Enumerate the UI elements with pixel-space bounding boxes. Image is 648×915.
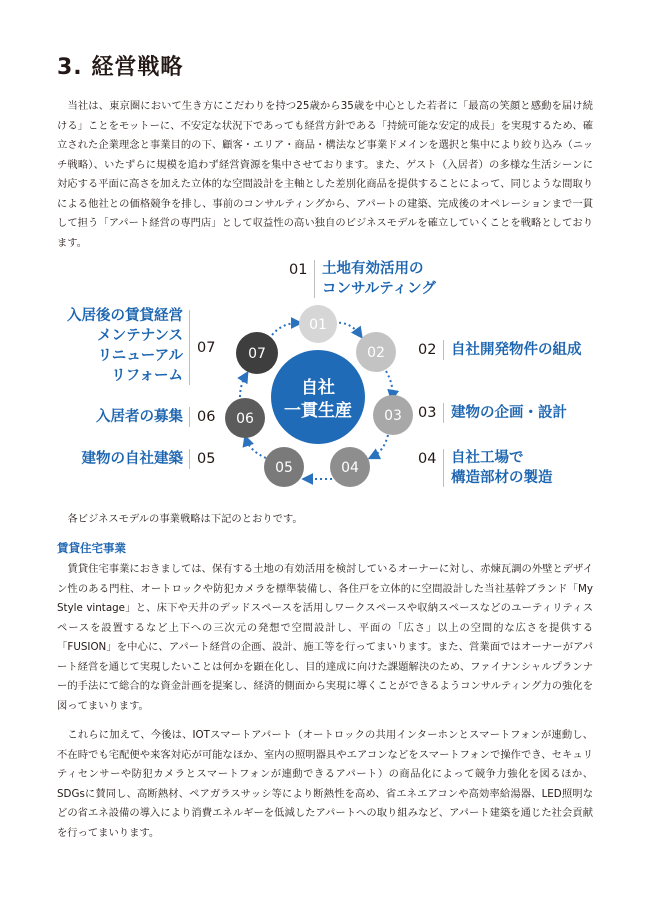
- step-05-divider: [189, 449, 190, 469]
- lead-paragraph: 各ビジネスモデルの事業戦略は下記のとおりです。: [67, 513, 303, 525]
- section-title: 賃貸住宅事業: [57, 541, 126, 555]
- node-04-num: 04: [341, 460, 359, 476]
- arrow-05-06: [246, 439, 266, 458]
- arrow-01-02: [334, 323, 360, 335]
- step-07-label: 入居後の賃貸経営 メンテナンス リニューアル リフォーム: [67, 308, 183, 384]
- intro-paragraph: 当社は、東京圏において生き方にこだわりを持つ25歳から35歳を中心とした若者に「最高の笑顔と感動を届け続ける」ことをモットーに、不安定な状況下であっても経営方針である「持続可能な安定的成長」を実現するため、確立された企業理念と事業目的の下、顧客・エリア・商品・構法など事業ドメインを選択と集中により絞り込み（ニッチ戦略）、いたずらに規模を追わず経営資源を集中させております。また、ゲスト（入居者）の多様な生活シーンに対応する平面に高さを加えた立体的な空間設計を主軸とした差別化商品を提供することによって、同じような間取りによる他社との価格競争を排し、事前のコンサルティングから、アパートの建築、完成後のオペレーションまで一貫して担う「アパート経営の専門店」として収益性の高い独自のビジネスモデルを確立していくことを戦略としております。: [57, 100, 593, 249]
- node-03-num: 03: [384, 408, 402, 424]
- arrow-06-07: [240, 375, 246, 397]
- step-07-num: 07: [197, 340, 216, 356]
- step-04-num: 04: [418, 451, 437, 467]
- node-01-num: 01: [309, 317, 327, 333]
- node-06-num: 06: [236, 411, 254, 427]
- node-02-num: 02: [367, 345, 385, 361]
- page-title: 3. 経営戦略: [57, 55, 184, 80]
- step-02-num: 02: [418, 342, 437, 358]
- step-07-divider: [189, 310, 190, 385]
- arrow-07-01: [272, 323, 298, 335]
- body-paragraph-2: これらに加えて、今後は、IOTスマートアパート（オートロックの共用インターホンとスマートフォンが連動し、不在時でも宅配便や来客対応が可能なほか、室内の照明器具やエアコンなどをスマートフォンで操作でき、セキュリティセンサーや防犯カメラとスマートフォンが連動できるアパート）の商品化によって競争力強化を図るほか、SDGsに賛同し、高断熱材、ペアガラスサッシ等により断熱性を高め、省エネエアコンや高効率給湯器、LED照明などの省エネ設備の導入により消費エネルギーを低減したアパートへの取り組みなど、アパート建築を通じた社会貢献を行ってまいります。: [57, 729, 593, 839]
- step-06-num: 06: [197, 409, 216, 425]
- step-01-divider: [314, 260, 315, 298]
- step-04-divider: [443, 449, 444, 487]
- center-line2: 一貫生産: [284, 401, 352, 421]
- step-05-num: 05: [197, 451, 216, 467]
- arrow-03-04: [372, 435, 388, 457]
- business-cycle-diagram: [0, 255, 648, 495]
- step-01-label: 土地有効活用の コンサルティング: [322, 261, 436, 297]
- step-01-num: 01: [289, 262, 308, 278]
- step-03-num: 03: [418, 405, 437, 421]
- step-04-label: 自社工場で 構造部材の製造: [451, 450, 553, 486]
- node-07-num: 07: [248, 346, 266, 362]
- step-02-label: 自社開発物件の組成: [451, 342, 582, 358]
- step-02-divider: [443, 340, 444, 360]
- center-line1: 自社: [301, 378, 335, 398]
- step-06-divider: [189, 407, 190, 427]
- step-06-label: 入居者の募集: [96, 409, 183, 425]
- step-05-label: 建物の自社建築: [81, 451, 183, 467]
- step-03-label: 建物の企画・設計: [451, 405, 567, 421]
- step-03-divider: [443, 403, 444, 423]
- body-paragraph-1: 賃貸住宅事業におきましては、保有する土地の有効活用を検討しているオーナーに対し、赤煉瓦調の外壁とデザイン性のある門柱、オートロックや防犯カメラを標準装備し、各住戸を立体的に空間設計した当社基幹ブランド「My Style vintage」と、床下や天井のデッドスペースを活用しワークスペースや収納スペースなどのユーティリティスペースを設置するなど上下への三次元の発想で空間設計し、平面の「広さ」以上の空間的な広さを提供する「FUSION」を中心に、アパート経営の企画、設計、施工等を行ってまいります。また、営業面ではオーナーがアパート経営を通じて実現したいことは何かを顕在化し、目的達成に向けた課題解決のため、ファイナンシャルプランナー的手法にて総合的な資金計画を提案し、経済的側面から実現に導くことができるようコンサルティング力の強化を図ってまいります。: [57, 563, 593, 712]
- node-05-num: 05: [275, 460, 293, 476]
- arrow-02-03: [386, 371, 392, 397]
